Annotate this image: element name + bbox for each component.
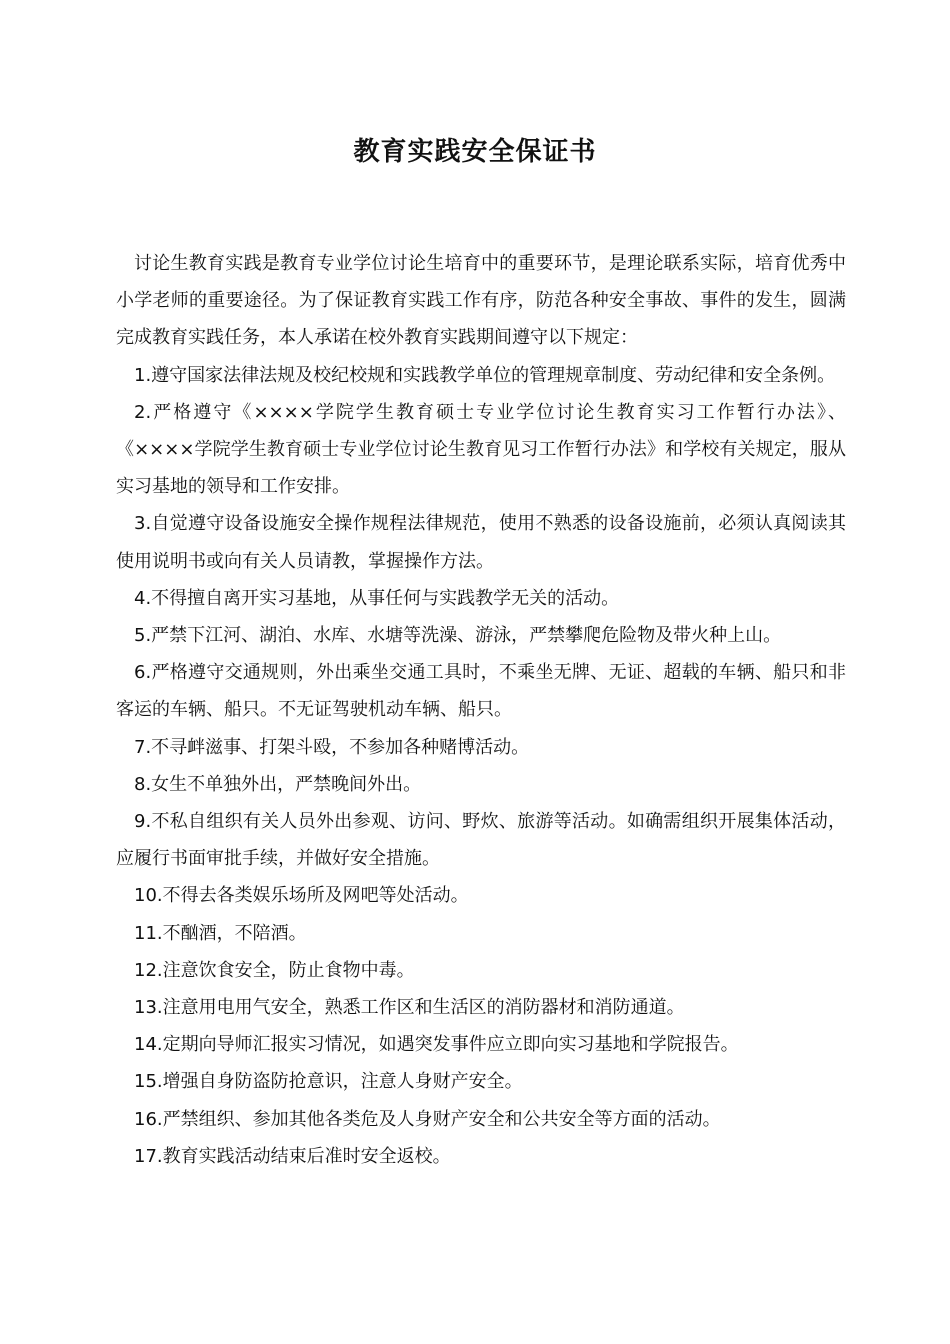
rule-item-17: 17.教育实践活动结束后准时安全返校。 xyxy=(134,1145,451,1167)
document-body xyxy=(116,245,846,1175)
intro-paragraph: 讨论生教育实践是教育专业学位讨论生培育中的重要环节，是理论联系实际，培育优秀中小学老师的重要途径。为了保证教育实践工作有序，防范各种安全事故、事件的发生，圆满完成教育实践任务，本人承诺在校外教育实践期间遵守以下规定： xyxy=(116,253,846,349)
rule-item-8: 8.女生不单独外出，严禁晚间外出。 xyxy=(134,773,422,795)
rule-item-9: 9.不私自组织有关人员外出参观、访问、野炊、旅游等活动。如确需组织开展集体活动，应履行书面审批手续，并做好安全措施。 xyxy=(116,811,846,870)
rule-item-10: 10.不得去各类娱乐场所及网吧等处活动。 xyxy=(134,885,469,907)
rule-item-6: 6.严格遵守交通规则，外出乘坐交通工具时，不乘坐无牌、无证、超载的车辆、船只和非客运的车辆、船只。不无证驾驶机动车辆、船只。 xyxy=(116,662,846,721)
rule-item-15: 15.增强自身防盗防抢意识，注意人身财产安全。 xyxy=(134,1071,523,1093)
rule-item-2: 2.严格遵守《××××学院学生教育硕士专业学位讨论生教育实习工作暂行办法》、《××××学院学生教育硕士专业学位讨论生教育见习工作暂行办法》和学校有关规定，服从实习基地的领导和工作安排。 xyxy=(116,401,846,498)
rule-item-3: 3.自觉遵守设备设施安全操作规程法律规范，使用不熟悉的设备设施前，必须认真阅读其使用说明书或向有关人员请教，掌握操作方法。 xyxy=(116,513,846,572)
rule-item-11: 11.不酗酒，不陪酒。 xyxy=(134,922,307,944)
rule-item-13: 13.注意用电用气安全，熟悉工作区和生活区的消防器材和消防通道。 xyxy=(134,997,685,1019)
rule-item-1: 1.遵守国家法律法规及校纪校规和实践教学单位的管理规章制度、劳动纪律和安全条例。 xyxy=(134,364,836,386)
rule-item-12: 12.注意饮食安全，防止食物中毒。 xyxy=(134,959,415,981)
document-title: 教育实践安全保证书 xyxy=(353,137,597,167)
rule-item-4: 4.不得擅自离开实习基地，从事任何与实践教学无关的活动。 xyxy=(134,587,620,609)
rule-item-16: 16.严禁组织、参加其他各类危及人身财产安全和公共安全等方面的活动。 xyxy=(134,1108,721,1130)
rule-item-14: 14.定期向导师汇报实习情况，如遇突发事件应立即向实习基地和学院报告。 xyxy=(134,1034,739,1056)
rule-item-5: 5.严禁下江河、湖泊、水库、水塘等洗澡、游泳，严禁攀爬危险物及带火种上山。 xyxy=(134,625,782,647)
rule-item-7: 7.不寻衅滋事、打架斗殴，不参加各种赌博活动。 xyxy=(134,736,530,758)
